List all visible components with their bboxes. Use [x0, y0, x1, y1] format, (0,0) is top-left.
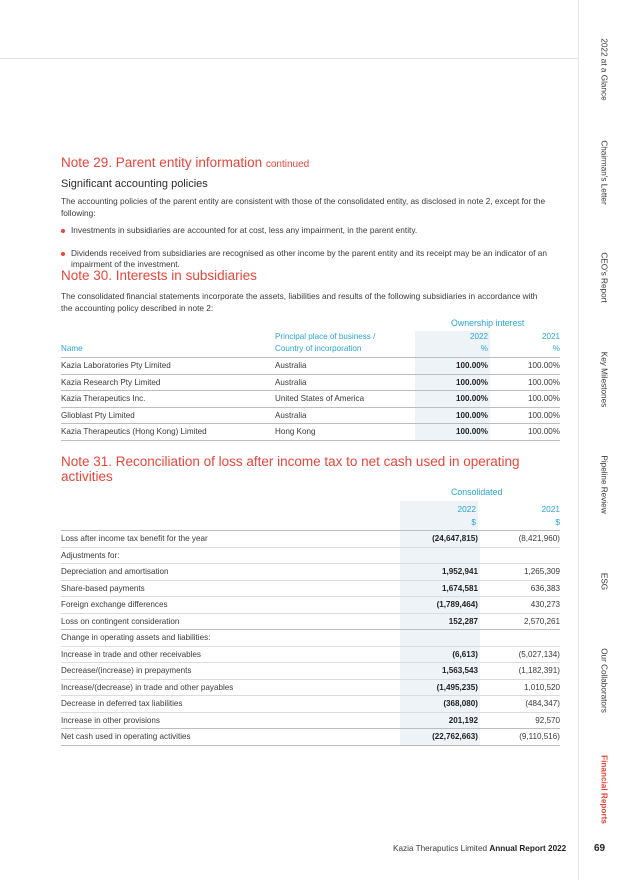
- note29-title: Note 29. Parent entity information: [61, 155, 263, 170]
- table-row: [61, 424, 560, 441]
- sidebar-item-pipeline[interactable]: Pipeline Review: [599, 455, 609, 514]
- subsidiary-place: Australia: [275, 358, 415, 375]
- col-header-place-line1: Principal place of business /: [275, 332, 376, 341]
- row-label: Loss after income tax benefit for the year: [61, 531, 400, 548]
- table-row: [61, 564, 560, 581]
- col-header-unit: $: [471, 517, 476, 527]
- row-label: Change in operating assets and liabilities:: [61, 630, 400, 647]
- col-header-name: Name: [61, 344, 83, 353]
- sidebar-item-milestones[interactable]: Key Milestones: [599, 351, 609, 408]
- table-row: [61, 597, 560, 614]
- note29-bullet: Investments in subsidiaries are accounted for at cost, less any impairment, in the parent entity.: [61, 225, 556, 236]
- table-row: [61, 407, 560, 424]
- note31-title-line2: activities: [61, 469, 113, 484]
- table-row: [61, 696, 560, 713]
- value-2021: (5,027,134): [480, 646, 560, 663]
- value-2021: 2,570,261: [480, 613, 560, 630]
- subsidiary-place: Hong Kong: [275, 424, 415, 441]
- footer-text: [393, 844, 566, 853]
- row-label: Share-based payments: [61, 580, 400, 597]
- sidebar-item-collaborators[interactable]: Our Collaborators: [599, 648, 609, 713]
- subsidiary-name: Kazia Research Pty Limited: [61, 374, 275, 391]
- col-header-year: 2021: [541, 332, 560, 341]
- table-row: [61, 391, 560, 408]
- value-2021: (1,182,391): [480, 663, 560, 680]
- col-header-unit: %: [480, 344, 488, 353]
- col-header-year: 2022: [469, 332, 488, 341]
- value-2021: [480, 630, 560, 647]
- value-2022: (6,613): [400, 646, 480, 663]
- note30-title: Note 30. Interests in subsidiaries: [61, 268, 257, 283]
- consolidated-header: Consolidated: [451, 487, 503, 497]
- top-divider: [0, 58, 578, 59]
- row-label: Foreign exchange differences: [61, 597, 400, 614]
- table-row: [61, 374, 560, 391]
- col-header-unit: %: [552, 344, 560, 353]
- note29-bullet: Dividends received from subsidiaries are recognised as other income by the parent entity and its receipt may be an indicator of an impairment of the investment.: [61, 248, 556, 270]
- value-2021: 92,570: [480, 712, 560, 729]
- value-2021: 430,273: [480, 597, 560, 614]
- value-2022: (22,762,663): [400, 729, 480, 746]
- subsidiary-name: Glioblast Pty Limited: [61, 407, 275, 424]
- value-2022: (1,789,464): [400, 597, 480, 614]
- note29-subheading: Significant accounting policies: [61, 178, 208, 190]
- subsidiary-name: Kazia Therapeutics Inc.: [61, 391, 275, 408]
- subsidiary-place: United States of America: [275, 391, 415, 408]
- sidebar-item-glance[interactable]: 2022 at a Glance: [599, 38, 609, 101]
- value-2022: 1,674,581: [400, 580, 480, 597]
- ownership-2021: 100.00%: [490, 407, 560, 424]
- value-2022: 1,563,543: [400, 663, 480, 680]
- value-2022: (1,495,235): [400, 679, 480, 696]
- subsidiary-place: Australia: [275, 407, 415, 424]
- subsidiary-name: Kazia Laboratories Pty Limited: [61, 358, 275, 375]
- table-row: [61, 613, 560, 630]
- note29-continued: continued: [265, 159, 310, 170]
- value-2021: [480, 547, 560, 564]
- note29-heading: [61, 155, 309, 170]
- table-row: [61, 663, 560, 680]
- ownership-2021: 100.00%: [490, 358, 560, 375]
- cash-reconciliation-table: [61, 530, 560, 746]
- value-2022: 152,287: [400, 613, 480, 630]
- page-number: 69: [594, 843, 606, 854]
- value-2021: (8,421,960): [480, 531, 560, 548]
- footer-company: Kazia Theraputics Limited: [393, 844, 488, 853]
- col-header-2022: 2022: [457, 504, 476, 514]
- value-2022: [400, 547, 480, 564]
- value-2021: 1,265,309: [480, 564, 560, 581]
- row-label: Increase in other provisions: [61, 712, 400, 729]
- sidebar-item-financial-reports[interactable]: Financial Reports: [599, 755, 609, 824]
- table-row: [61, 630, 560, 647]
- sidebar-item-ceo[interactable]: CEO's Report: [599, 252, 609, 303]
- row-label: Loss on contingent consideration: [61, 613, 400, 630]
- row-label: Decrease in deferred tax liabilities: [61, 696, 400, 713]
- subsidiary-name: Kazia Therapeutics (Hong Kong) Limited: [61, 424, 275, 441]
- ownership-2022: 100.00%: [415, 374, 490, 391]
- col-header-unit: $: [555, 517, 560, 527]
- note31-title: [61, 454, 541, 484]
- row-label: Adjustments for:: [61, 547, 400, 564]
- value-2022: [400, 630, 480, 647]
- value-2022: (368,080): [400, 696, 480, 713]
- ownership-2022: 100.00%: [415, 424, 490, 441]
- col-header-2021: [490, 331, 560, 358]
- footer-report: Annual Report 2022: [489, 844, 567, 853]
- table-row-total: [61, 729, 560, 746]
- ownership-2021: 100.00%: [490, 424, 560, 441]
- table-row: [61, 646, 560, 663]
- note30-intro: The consolidated financial statements incorporate the assets, liabilities and results of the following subsidiaries in accordance with the accounting policy described in note 2:: [61, 291, 538, 313]
- ownership-2021: 100.00%: [490, 374, 560, 391]
- table-row: [61, 712, 560, 729]
- note29-intro: The accounting policies of the parent entity are consistent with those of the consolidated entity, as disclosed in note 2, except for the following:: [61, 196, 546, 218]
- col-header-place-line2: Country of incorporation: [275, 344, 362, 353]
- table-row: [61, 547, 560, 564]
- table-header-row: [61, 331, 560, 358]
- row-label: Increase in trade and other receivables: [61, 646, 400, 663]
- subsidiary-place: Australia: [275, 374, 415, 391]
- value-2021: 1,010,520: [480, 679, 560, 696]
- sidebar-item-chairman[interactable]: Chairman's Letter: [599, 140, 609, 205]
- col-header-place: [275, 331, 415, 358]
- subsidiaries-table: [61, 331, 560, 441]
- note31-title-line1: Note 31. Reconciliation of loss after income tax to net cash used in operating: [61, 454, 520, 469]
- row-label: Depreciation and amortisation: [61, 564, 400, 581]
- table-row: [61, 358, 560, 375]
- value-2022: (24,647,815): [400, 531, 480, 548]
- sidebar-item-esg[interactable]: ESG: [599, 572, 609, 591]
- value-2021: (9,110,516): [480, 729, 560, 746]
- row-label: Net cash used in operating activities: [61, 729, 400, 746]
- ownership-2022: 100.00%: [415, 407, 490, 424]
- ownership-2022: 100.00%: [415, 358, 490, 375]
- sidebar: [578, 0, 622, 880]
- value-2022: 201,192: [400, 712, 480, 729]
- row-label: Decrease/(increase) in prepayments: [61, 663, 400, 680]
- table-row: [61, 679, 560, 696]
- table-row: [61, 531, 560, 548]
- value-2021: (484,347): [480, 696, 560, 713]
- col-header-2021: 2021: [541, 504, 560, 514]
- row-label: Increase/(decrease) in trade and other payables: [61, 679, 400, 696]
- ownership-interest-header: Ownership interest: [451, 318, 525, 328]
- value-2021: 636,383: [480, 580, 560, 597]
- col-header-2022: [415, 331, 490, 358]
- table-row: [61, 580, 560, 597]
- ownership-2022: 100.00%: [415, 391, 490, 408]
- value-2022: 1,952,941: [400, 564, 480, 581]
- ownership-2021: 100.00%: [490, 391, 560, 408]
